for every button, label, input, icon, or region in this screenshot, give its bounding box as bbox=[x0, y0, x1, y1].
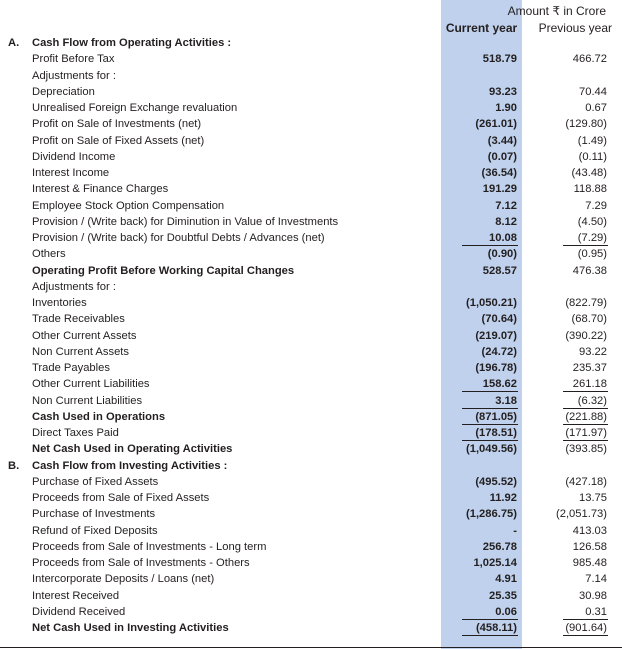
row-label: Adjustments for : bbox=[32, 281, 116, 293]
previous-year-value: (4.50) bbox=[577, 216, 607, 228]
table-row bbox=[0, 35, 622, 51]
previous-year-value: 93.22 bbox=[579, 346, 607, 358]
previous-year-value: (43.48) bbox=[571, 167, 607, 179]
table-row bbox=[0, 523, 622, 539]
row-label: Purchase of Investments bbox=[32, 508, 156, 520]
current-year-header: Current year bbox=[445, 21, 518, 35]
table-row bbox=[0, 246, 622, 262]
row-label: Interest Income bbox=[32, 167, 110, 179]
current-year-value: 25.35 bbox=[489, 590, 517, 602]
previous-year-value: (7.29) bbox=[577, 232, 607, 244]
table-row bbox=[0, 474, 622, 490]
row-label: Profit on Sale of Fixed Assets (net) bbox=[32, 135, 205, 147]
table-row bbox=[0, 51, 622, 67]
row-label: Unrealised Foreign Exchange revaluation bbox=[32, 102, 238, 114]
previous-year-value: 7.14 bbox=[585, 573, 607, 585]
row-label: Cash Flow from Operating Activities : bbox=[32, 37, 232, 49]
row-label: Provision / (Write back) for Diminution in Value of Investments bbox=[32, 216, 339, 228]
current-year-value: 256.78 bbox=[482, 541, 517, 553]
table-row bbox=[0, 295, 622, 311]
section-marker: B. bbox=[8, 460, 20, 472]
current-year-value: 158.62 bbox=[482, 378, 517, 390]
row-label: Net Cash Used in Investing Activities bbox=[32, 622, 229, 634]
row-label: Dividend Income bbox=[32, 151, 116, 163]
current-year-value: (871.05) bbox=[475, 411, 517, 423]
previous-year-value: 413.03 bbox=[572, 525, 607, 537]
previous-year-value: (393.85) bbox=[565, 443, 607, 455]
current-year-value: (0.90) bbox=[487, 248, 517, 260]
current-year-value: (0.07) bbox=[487, 151, 517, 163]
row-label: Proceeds from Sale of Fixed Assets bbox=[32, 492, 210, 504]
table-row bbox=[0, 263, 622, 279]
row-label: Interest Received bbox=[32, 590, 120, 602]
row-label: Other Current Assets bbox=[32, 330, 137, 342]
current-year-value: (1,049.56) bbox=[466, 443, 517, 455]
previous-year-value: 466.72 bbox=[572, 53, 607, 65]
current-year-value: 8.12 bbox=[495, 216, 517, 228]
previous-year-underline bbox=[563, 391, 608, 392]
previous-year-value: 126.58 bbox=[572, 541, 607, 553]
previous-year-value: (0.11) bbox=[578, 151, 607, 163]
row-label: Cash Used in Operations bbox=[32, 411, 166, 423]
row-label: Provision / (Write back) for Doubtful Debts / Advances (net) bbox=[32, 232, 325, 244]
previous-year-value: 118.88 bbox=[573, 183, 607, 195]
table-row bbox=[0, 214, 622, 230]
current-year-value: 191.29 bbox=[482, 183, 517, 195]
table-row bbox=[0, 198, 622, 214]
table-row bbox=[0, 328, 622, 344]
row-label: Trade Payables bbox=[32, 362, 110, 374]
previous-year-value: (129.80) bbox=[565, 118, 607, 130]
table-row bbox=[0, 571, 622, 587]
current-year-value: 528.57 bbox=[482, 265, 517, 277]
previous-year-value: (68.70) bbox=[571, 313, 607, 325]
previous-year-header: Previous year bbox=[538, 21, 612, 35]
current-year-value: 93.23 bbox=[489, 86, 517, 98]
row-label: Refund of Fixed Deposits bbox=[32, 525, 158, 537]
row-label: Other Current Liabilities bbox=[32, 378, 150, 390]
current-year-value: (178.51) bbox=[475, 427, 517, 439]
current-year-value: (261.01) bbox=[475, 118, 517, 130]
table-row bbox=[0, 344, 622, 360]
previous-year-value: (901.64) bbox=[565, 622, 607, 634]
table-row bbox=[0, 230, 622, 246]
current-year-value: (219.07) bbox=[475, 330, 517, 342]
row-label: Proceeds from Sale of Investments - Long term bbox=[32, 541, 267, 553]
row-label: Profit on Sale of Investments (net) bbox=[32, 118, 202, 130]
table-row bbox=[0, 620, 622, 636]
previous-year-value: 261.18 bbox=[572, 378, 607, 390]
current-year-value: (24.72) bbox=[481, 346, 517, 358]
current-year-value: 518.79 bbox=[482, 53, 517, 65]
row-label: Operating Profit Before Working Capital Changes bbox=[32, 265, 295, 277]
row-label: Others bbox=[32, 248, 66, 260]
table-row bbox=[0, 539, 622, 555]
row-label: Proceeds from Sale of Investments - Others bbox=[32, 557, 250, 569]
previous-year-value: 235.37 bbox=[572, 362, 607, 374]
row-label: Employee Stock Option Compensation bbox=[32, 200, 225, 212]
previous-year-value: (390.22) bbox=[565, 330, 607, 342]
table-row bbox=[0, 84, 622, 100]
table-row bbox=[0, 425, 622, 441]
row-label: Non Current Liabilities bbox=[32, 395, 143, 407]
previous-year-value: 30.98 bbox=[579, 590, 607, 602]
current-year-value: (70.64) bbox=[481, 313, 517, 325]
table-row bbox=[0, 133, 622, 149]
table-row bbox=[0, 393, 622, 409]
current-year-value: - bbox=[513, 525, 517, 537]
previous-year-value: (0.95) bbox=[577, 248, 607, 260]
table-row bbox=[0, 311, 622, 327]
row-label: Intercorporate Deposits / Loans (net) bbox=[32, 573, 215, 585]
section-marker: A. bbox=[8, 37, 20, 49]
table-row bbox=[0, 588, 622, 604]
previous-year-value: (171.97) bbox=[565, 427, 607, 439]
row-label: Profit Before Tax bbox=[32, 53, 115, 65]
table-row bbox=[0, 441, 622, 457]
current-year-value: 3.18 bbox=[495, 395, 517, 407]
current-year-value: 11.92 bbox=[489, 492, 517, 504]
row-label: Interest & Finance Charges bbox=[32, 183, 169, 195]
row-label: Trade Receivables bbox=[32, 313, 125, 325]
row-label: Inventories bbox=[32, 297, 87, 309]
previous-year-value: 13.75 bbox=[579, 492, 607, 504]
table-row bbox=[0, 149, 622, 165]
current-year-value: 10.08 bbox=[489, 232, 517, 244]
current-year-value: (458.11) bbox=[475, 622, 517, 634]
current-year-value: 7.12 bbox=[495, 200, 517, 212]
table-row bbox=[0, 458, 622, 474]
table-row bbox=[0, 555, 622, 571]
previous-year-value: 70.44 bbox=[579, 86, 607, 98]
table-row bbox=[0, 165, 622, 181]
previous-year-value: 0.67 bbox=[585, 102, 607, 114]
current-year-underline bbox=[462, 391, 518, 392]
table-row bbox=[0, 279, 622, 295]
bottom-border bbox=[0, 647, 622, 648]
previous-year-value: (427.18) bbox=[565, 476, 607, 488]
unit-label: Amount ₹ in Crore bbox=[507, 4, 606, 18]
row-label: Purchase of Fixed Assets bbox=[32, 476, 159, 488]
table-row bbox=[0, 68, 622, 84]
previous-year-value: (2,051.73) bbox=[556, 508, 607, 520]
current-year-value: (196.78) bbox=[475, 362, 517, 374]
row-label: Cash Flow from Investing Activities : bbox=[32, 460, 228, 472]
current-year-value: 1.90 bbox=[495, 102, 517, 114]
table-row bbox=[0, 506, 622, 522]
row-label: Adjustments for : bbox=[32, 70, 116, 82]
previous-year-value: (221.88) bbox=[565, 411, 607, 423]
current-year-value: (36.54) bbox=[481, 167, 517, 179]
current-year-value: (495.52) bbox=[475, 476, 517, 488]
row-label: Non Current Assets bbox=[32, 346, 129, 358]
previous-year-value: 7.29 bbox=[585, 200, 607, 212]
table-row bbox=[0, 490, 622, 506]
row-label: Depreciation bbox=[32, 86, 95, 98]
current-year-value: 4.91 bbox=[495, 573, 517, 585]
table-row bbox=[0, 360, 622, 376]
row-label: Direct Taxes Paid bbox=[32, 427, 119, 439]
previous-year-value: 0.31 bbox=[585, 606, 607, 618]
row-label: Net Cash Used in Operating Activities bbox=[32, 443, 233, 455]
previous-year-value: 476.38 bbox=[572, 265, 607, 277]
previous-year-value: (822.79) bbox=[565, 297, 607, 309]
current-year-value: (3.44) bbox=[487, 135, 517, 147]
table-row bbox=[0, 604, 622, 620]
current-year-value: (1,050.21) bbox=[466, 297, 517, 309]
table-row bbox=[0, 116, 622, 132]
previous-year-value: (1.49) bbox=[577, 135, 607, 147]
current-year-value: 1,025.14 bbox=[473, 557, 517, 569]
previous-year-underline bbox=[563, 635, 608, 636]
previous-year-value: 985.48 bbox=[572, 557, 607, 569]
previous-year-value: (6.32) bbox=[577, 395, 607, 407]
current-year-underline bbox=[462, 635, 518, 636]
row-label: Dividend Received bbox=[32, 606, 126, 618]
table-row bbox=[0, 409, 622, 425]
table-row bbox=[0, 181, 622, 197]
current-year-value: (1,286.75) bbox=[466, 508, 517, 520]
table-row bbox=[0, 100, 622, 116]
current-year-value: 0.06 bbox=[495, 606, 517, 618]
table-row bbox=[0, 376, 622, 392]
